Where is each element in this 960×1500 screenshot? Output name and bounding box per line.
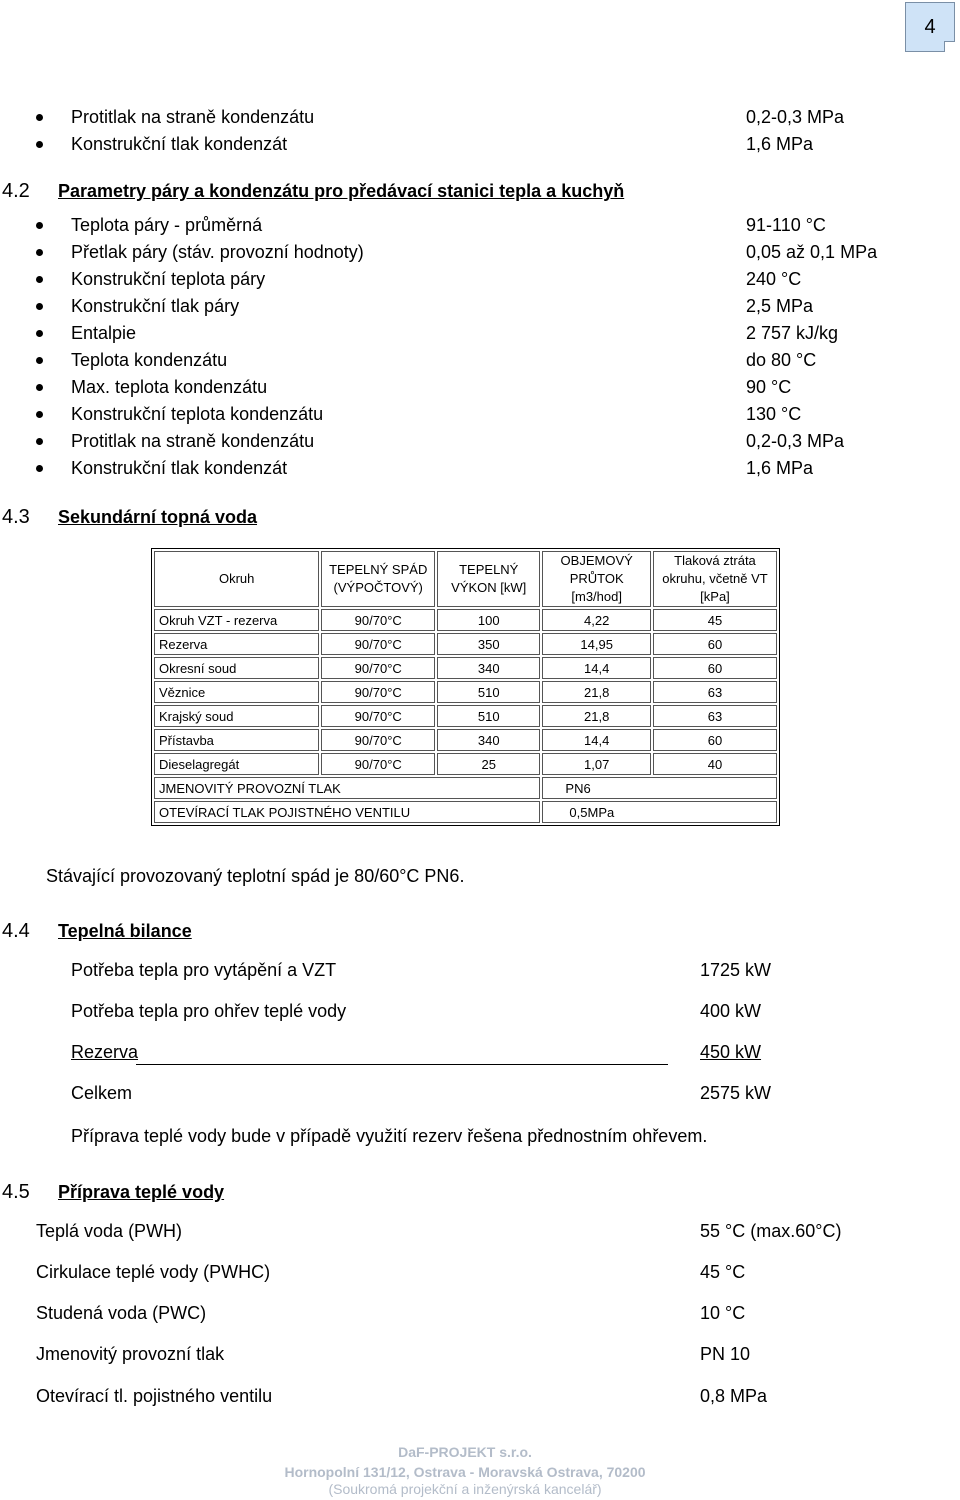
bullet-icon [36,357,43,364]
table-row: Dieselagregát 90/70°C 25 1,07 40 [154,753,777,775]
param-value: 10 °C [700,1303,746,1323]
balance-value: 450 kW [700,1042,762,1062]
bullet-icon [36,330,43,337]
balance-label: Potřeba tepla pro vytápění a VZT [71,960,337,980]
table-header-row [154,551,777,607]
param-value: 0,8 MPa [700,1386,768,1406]
balance-label: Rezerva [71,1042,139,1062]
footer-description: (Soukromá projekční a inženýrská kancelář) [328,1481,602,1497]
param-label: Studená voda (PWC) [36,1303,207,1323]
bullet-icon [36,222,43,229]
column-header: TEPELNÝ SPÁD (VÝPOČTOVÝ) [321,551,435,607]
bullet-icon [36,411,43,418]
bullet-icon [36,465,43,472]
hot-water-note: Příprava teplé vody bude v případě využití rezerv řešena přednostním ohřevem. [71,1126,708,1146]
bullet-icon [36,276,43,283]
section-4-5-heading: 4.5 Příprava teplé vody [2,1181,225,1203]
column-header: TEPELNÝ VÝKON [kW] [437,551,540,607]
bullet-icon [36,114,43,121]
section-4-3-heading: 4.3 Sekundární topná voda [2,506,258,528]
valve-pressure-row: OTEVÍRACÍ TLAK POJISTNÉHO VENTILU 0,5MPa [154,801,777,823]
table-row: Okruh VZT - rezerva 90/70°C 100 4,22 45 [154,609,777,631]
table-row: Okresní soud 90/70°C 340 14,4 60 [154,657,777,679]
temperature-note: Stávající provozovaný teplotní spád je 80/60°C PN6. [46,866,465,886]
bullet-icon [36,141,43,148]
page-number-badge: 4 [905,2,955,52]
section-4-2-heading: 4.2 Parametry páry a kondenzátu pro předávací stanici tepla a kuchyň [2,180,625,202]
param-value: 55 °C (max.60°C) [700,1221,842,1241]
param-label: Otevírací tl. pojistného ventilu [36,1386,273,1406]
secondary-heating-table [151,548,780,826]
param-label: Jmenovitý provozní tlak [36,1344,225,1364]
section-4-4-heading: 4.4 Tepelná bilance [2,920,192,942]
table-row: Rezerva 90/70°C 350 14,95 60 [154,633,777,655]
param-value: PN 10 [700,1344,751,1364]
bullet-icon [36,438,43,445]
balance-label: Potřeba tepla pro ohřev teplé vody [71,1001,347,1021]
column-header: Okruh [154,551,319,607]
bullet-icon [36,249,43,256]
nominal-pressure-row: JMENOVITÝ PROVOZNÍ TLAK PN6 [154,777,777,799]
balance-label: Celkem [71,1083,133,1103]
param-value: 45 °C [700,1262,746,1282]
balance-total-value: 2575 kW [700,1083,772,1103]
bullet-icon [36,384,43,391]
param-label: Cirkulace teplé vody (PWHC) [36,1262,271,1282]
param-label: Teplá voda (PWH) [36,1221,183,1241]
table-row: Věznice 90/70°C 510 21,8 63 [154,681,777,703]
column-header: Tlaková ztráta okruhu, včetně VT [kPa] [653,551,777,607]
table-row: Přístavba 90/70°C 340 14,4 60 [154,729,777,751]
footer-company: DaF-PROJEKT s.r.o. [398,1444,532,1460]
balance-value: 400 kW [700,1001,762,1021]
underline-divider [136,1064,668,1065]
column-header: OBJEMOVÝ PRŮTOK [m3/hod] [542,551,651,607]
table-row: Krajský soud 90/70°C 510 21,8 63 [154,705,777,727]
bullet-icon [36,303,43,310]
balance-value: 1725 kW [700,960,772,980]
footer-address: Hornopolní 131/12, Ostrava - Moravská Ostrava, 70200 [284,1464,646,1480]
